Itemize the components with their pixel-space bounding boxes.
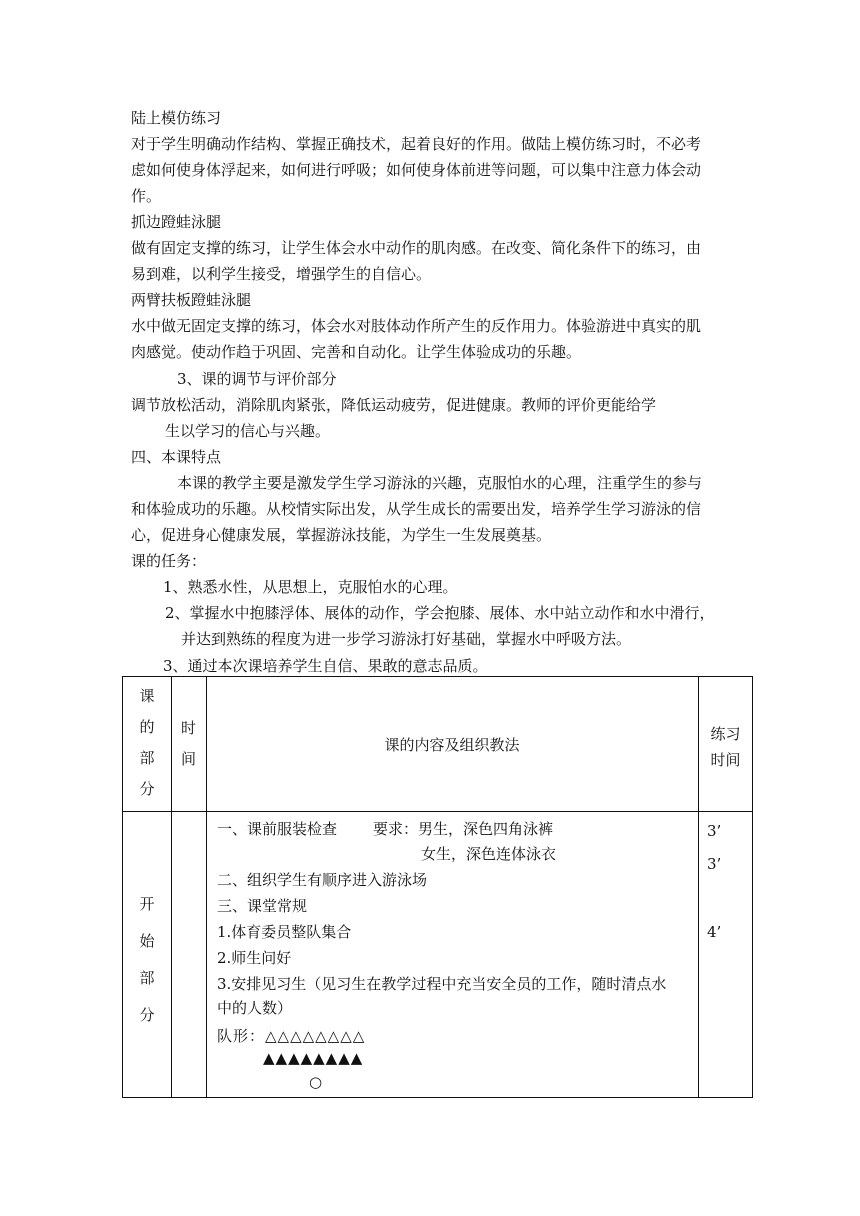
practice-time: 4’ (707, 923, 722, 941)
heading-board-kick: 两臂扶板蹬蛙泳腿 (131, 291, 252, 309)
row-part-start: 开 始 部 分 (139, 895, 155, 1024)
paragraph-line: 和体验成功的乐趣。从校情实际出发，从学生成长的需要出发，培养学生学习游泳的信 (131, 500, 702, 518)
content-line: 3.安排见习生（见习生在教学过程中充当安全员的工作，随时清点水 (217, 975, 667, 993)
paragraph-line: 水中做无固定支撑的练习，体会水对肢体动作所产生的反作用力。体验游进中真实的肌 (131, 317, 702, 335)
section-heading-3: 3、课的调节与评价部分 (177, 370, 337, 388)
practice-time: 3’ (707, 822, 722, 840)
task-item-2: 2、掌握水中抱膝浮体、展体的动作，学会抱膝、展体、水中站立动作和水中滑行， (165, 604, 715, 622)
paragraph-line: 对于学生明确动作结构、掌握正确技术，起着良好的作用。做陆上模仿练习时，不必考 (131, 135, 702, 153)
paragraph-line: 做有固定支撑的练习，让学生体会水中动作的肌肉感。在改变、简化条件下的练习，由 (131, 239, 702, 257)
header-practice-time: 练习 时间 (710, 725, 741, 769)
paragraph-line: 虑如何使身体浮起来，如何进行呼吸；如何使身体前进等问题，可以集中注意力体会动 (131, 161, 702, 179)
content-line: 二、组织学生有顺序进入游泳场 (217, 871, 428, 889)
content-line: 一、课前服装检查 (217, 820, 338, 838)
practice-time: 3’ (707, 855, 722, 873)
lesson-table (122, 676, 753, 1098)
task-item-1: 1、熟悉水性，从思想上，克服怕水的心理。 (163, 578, 458, 596)
formation-teacher-circle: ○ (309, 1073, 324, 1091)
heading-land-imitation: 陆上模仿练习 (131, 109, 222, 127)
task-item-3: 3、通过本次课培养学生自信、果敢的意志品质。 (163, 657, 488, 675)
heading-edge-kick: 抓边蹬蛙泳腿 (131, 213, 222, 231)
header-time: 时 间 (180, 719, 196, 768)
paragraph-line: 心，促进身心健康发展，掌握游泳技能，为学生一生发展奠基。 (131, 526, 552, 544)
content-line: 要求：男生，深色四角泳裤 (373, 820, 554, 838)
paragraph-line: 作。 (131, 187, 162, 205)
paragraph-line: 调节放松活动，消除肌肉紧张，降低运动疲劳，促进健康。教师的评价更能给学 (131, 396, 657, 414)
content-line: 女生，深色连体泳衣 (421, 845, 557, 863)
paragraph-line: 生以学习的信心与兴趣。 (165, 422, 331, 440)
content-line: 2.师生问好 (217, 949, 292, 967)
section-heading-4: 四、本课特点 (131, 448, 222, 466)
content-line: 1.体育委员整队集合 (217, 923, 352, 941)
table-divider (123, 811, 752, 812)
paragraph-line: 本课的教学主要是激发学生学习游泳的兴趣，克服怕水的心理，注重学生的参与 (177, 474, 703, 492)
header-part: 课 的 部 分 (139, 687, 155, 798)
header-content: 课的内容及组织教法 (384, 736, 520, 754)
content-line: 三、课堂常规 (217, 897, 308, 915)
formation-hollow-triangles: 队形：△△△△△△△△ (217, 1027, 366, 1045)
paragraph-line: 肉感觉。使动作趋于巩固、完善和自动化。让学生体验成功的乐趣。 (131, 343, 582, 361)
paragraph-line: 易到难，以利学生接受，增强学生的自信心。 (131, 265, 432, 283)
tasks-heading: 课的任务： (131, 552, 207, 570)
content-line: 中的人数） (217, 999, 293, 1017)
formation-solid-triangles: ▲▲▲▲▲▲▲▲ (263, 1049, 364, 1067)
task-item-2-cont: 并达到熟练的程度为进一步学习游泳打好基础，掌握水中呼吸方法。 (181, 630, 632, 648)
